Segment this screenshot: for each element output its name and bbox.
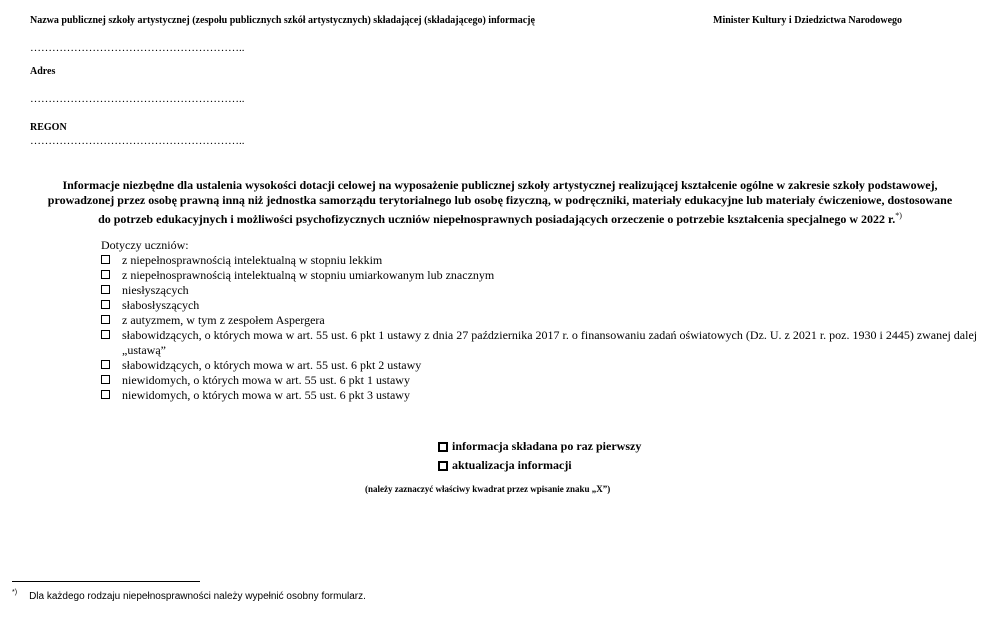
student-type-option[interactable]	[101, 373, 1001, 388]
checkbox-icon[interactable]	[101, 315, 110, 324]
student-type-label: z niepełnosprawnością intelektualną w stopniu lekkim	[122, 253, 383, 267]
checkbox-icon[interactable]	[101, 285, 110, 294]
footnote-divider	[12, 581, 200, 582]
student-type-label: słabowidzących, o których mowa w art. 55 ust. 6 pkt 2 ustawy	[122, 358, 422, 372]
regon-field[interactable]: …………………………………………………..	[30, 135, 245, 147]
school-name-field[interactable]: …………………………………………………..	[30, 42, 245, 54]
instruction-note: (należy zaznaczyć właściwy kwadrat przez wpisanie znaku „X”)	[365, 484, 611, 494]
form-title-line-3: do potrzeb edukacyjnych i możliwości psychofizycznych uczniów niepełnosprawnych posiadających orzeczenie o potrzebie kształcenia specjalnego w 2022 r.*)	[98, 211, 902, 226]
submission-type-section	[438, 437, 641, 475]
checkbox-icon[interactable]	[101, 270, 110, 279]
student-type-option[interactable]	[101, 313, 1001, 328]
update-label: aktualizacja informacji	[452, 458, 572, 472]
checkbox-icon[interactable]	[438, 461, 448, 471]
checkbox-icon[interactable]	[101, 360, 110, 369]
student-type-option[interactable]	[101, 358, 1001, 373]
student-type-option[interactable]	[101, 298, 1001, 313]
student-type-label: z autyzmem, w tym z zespołem Aspergera	[122, 313, 325, 327]
recipient-label: Minister Kultury i Dziedzictwa Narodowego	[713, 15, 903, 26]
student-type-section	[101, 238, 1001, 403]
first-time-option[interactable]	[438, 437, 641, 456]
student-type-option[interactable]	[101, 253, 1001, 268]
student-type-option[interactable]	[101, 268, 1001, 283]
checkbox-icon[interactable]	[101, 330, 110, 339]
student-type-label: niesłyszących	[122, 283, 189, 297]
checkbox-icon[interactable]	[101, 300, 110, 309]
school-name-label: Nazwa publicznej szkoły artystycznej (zespołu publicznych szkół artystycznych) składającej (składającego) informację	[30, 15, 535, 26]
form-title-line-1: Informacje niezbędne dla ustalenia wysokości dotacji celowej na wyposażenie publicznej szkoły artystycznej realizującej kształcenie ogólne w zakresie szkoły podstawowej,	[62, 178, 938, 192]
student-type-label: niewidomych, o których mowa w art. 55 ust. 6 pkt 3 ustawy	[122, 388, 410, 402]
checkbox-icon[interactable]	[101, 255, 110, 264]
checkbox-icon[interactable]	[101, 390, 110, 399]
address-label: Adres	[30, 66, 56, 77]
regon-label: REGON	[30, 122, 67, 133]
student-type-label: słabosłyszących	[122, 298, 200, 312]
student-type-label: słabowidzących, o których mowa w art. 55 ust. 6 pkt 1 ustawy z dnia 27 października 2017 r. o finansowaniu zadań oświatowych (Dz. U. z 2021 r. poz. 1930 i 2445) zwanej dalej „ustawą”	[122, 328, 978, 357]
student-type-label: niewidomych, o których mowa w art. 55 ust. 6 pkt 1 ustawy	[122, 373, 410, 387]
footnote-mark: *)	[12, 589, 18, 596]
footnote-reference: *)	[895, 211, 902, 220]
checkbox-icon[interactable]	[438, 442, 448, 452]
footnote-text: Dla każdego rodzaju niepełnosprawności należy wypełnić osobny formularz.	[29, 591, 366, 602]
checkbox-icon[interactable]	[101, 375, 110, 384]
footnote	[12, 591, 366, 602]
form-title	[0, 178, 1000, 227]
update-option[interactable]	[438, 456, 641, 475]
address-field[interactable]: …………………………………………………..	[30, 93, 245, 105]
student-type-option[interactable]	[101, 283, 1001, 298]
first-time-label: informacja składana po raz pierwszy	[452, 439, 642, 453]
form-title-line-2: prowadzonej przez osobę prawną inną niż jednostka samorządu terytorialnego lub osobę fizyczną, w podręczniki, materiały edukacyjne lub materiały ćwiczeniowe, dostosowane	[47, 193, 953, 207]
student-type-option[interactable]	[101, 388, 1001, 403]
student-type-label: z niepełnosprawnością intelektualną w stopniu umiarkowanym lub znacznym	[122, 268, 495, 282]
student-type-option[interactable]	[101, 328, 1001, 358]
student-type-heading: Dotyczy uczniów:	[101, 238, 189, 252]
